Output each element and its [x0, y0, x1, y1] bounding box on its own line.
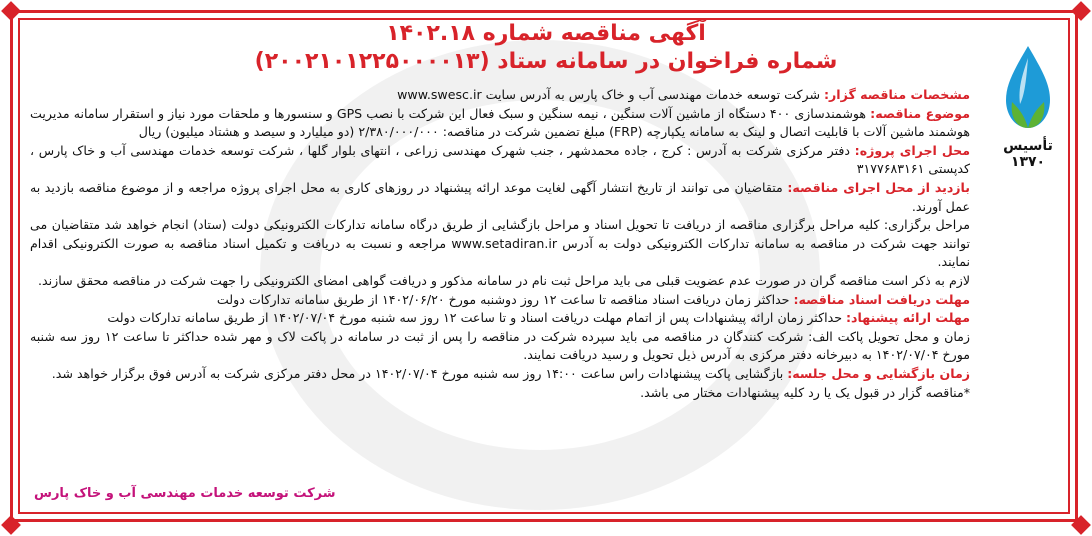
note-paragraph: لازم به ذکر است مناقصه گران در صورت عدم عضویت قبلی می باید مراحل ثبت نام در سامانه مذکور و دریافت گواهی امضای الکترونیکی را جهت شرکت در مناقصه محقق سازند. [38, 272, 970, 288]
delivery-paragraph: زمان و محل تحویل پاکت الف: شرکت کنندگان در مناقصه می باید سپرده شرکت در مناقصه را پس از ثبت در سامانه در پاکت لاک و مهر شده حداکثر تا ساعت ۱۲ روز سه شنبه مورخ ۱۴۰۲/۰۷/۰۴ به دبیرخانه دفتر مرکزی به آدرس ذیل تحویل و رسید دریافت نمایند. [30, 328, 970, 363]
location-paragraph [30, 142, 970, 179]
disclaimer-paragraph: *مناقصه گزار در قبول یک یا رد کلیه پیشنهادات مختار می باشد. [640, 384, 970, 400]
announcement-header [0, 20, 1092, 76]
page-title: آگهی مناقصه شماره ۱۴۰۲.۱۸ [386, 21, 706, 46]
visit-text: متقاضیان می توانند از تاریخ انتشار آگهی لغایت موعد ارائه پیشنهاد در روزهای کاری به محل اجرای پروژه مراجعه و از موضوع مناقصه بازدید به عمل آورند. [30, 179, 970, 214]
announcement-body [30, 86, 970, 402]
page-subtitle: شماره فراخوان در سامانه ستاد (۲۰۰۲۱۰۱۲۲۵۰۰۰۰۱۳) [254, 49, 838, 74]
deadline-offers-label: مهلت ارائه پیشنهاد: [846, 310, 970, 326]
deadline-docs-text: حداکثر زمان دریافت اسناد مناقصه تا ساعت ۱۲ روز دوشنبه مورخ ۱۴۰۲/۰۶/۲۰ از طریق سامانه تدارکات دولت [216, 291, 790, 307]
opening-text: بازگشایی پاکت پیشنهادات راس ساعت ۱۴:۰۰ روز سه شنبه مورخ ۱۴۰۲/۰۷/۰۴ در محل دفتر مرکزی شرکت به آدرس فوق برگزار خواهد شد. [51, 365, 784, 381]
visit-label: بازدید از محل اجرای مناقصه: [787, 179, 970, 195]
deadline-offers-paragraph [30, 309, 970, 328]
company-logo [996, 44, 1060, 170]
buyer-paragraph [30, 86, 970, 105]
water-drop-leaf-logo-icon [1000, 44, 1056, 130]
subject-paragraph [30, 105, 970, 142]
visit-paragraph [30, 179, 970, 216]
buyer-label: مشخصات مناقصه گزار: [824, 87, 970, 102]
footer-company-name: شرکت توسعه خدمات مهندسی آب و خاک پارس [34, 486, 336, 501]
opening-label: زمان بازگشایی و محل جلسه: [787, 365, 970, 381]
subject-text: هوشمندسازی ۴۰۰ دستگاه از ماشین آلات سنگین ، نیمه سنگین و سبک فعال این شرکت با نصب GPS و سنسورها و ملحقات مورد نیاز و استقرار سامانه مدیریت هوشمند ماشین آلات با قابلیت اتصال و لینک به سامانه یکپارچه (FRP) مبلغ تضمین شرکت در مناقصه: ۲/۳۸۰/۰۰۰/۰۰۰ (دو میلیارد و سیصد و هشتاد میلیون) ریال [30, 105, 970, 140]
buyer-text: شرکت توسعه خدمات مهندسی آب و خاک پارس به آدرس سایت www.swesc.ir [397, 87, 820, 102]
location-text: دفتر مرکزی شرکت به آدرس : کرج ، جاده محمدشهر ، جنب شهرک مهندسی زراعی ، انتهای بلوار گلها ، شرکت توسعه خدمات مهندسی آب و خاک پارس ، کدپستی ۳۱۷۷۶۸۳۱۶۱ [30, 142, 970, 177]
subject-label: موضوع مناقصه: [870, 105, 970, 121]
deadline-docs-label: مهلت دریافت اسناد مناقصه: [793, 291, 970, 307]
logo-caption: تأسیس ۱۳۷۰ [1003, 138, 1053, 170]
opening-paragraph [30, 365, 970, 384]
deadline-offers-text: حداکثر زمان ارائه پیشنهادات پس از اتمام مهلت دریافت اسناد و تا ساعت ۱۲ روز سه شنبه مورخ ۱۴۰۲/۰۷/۰۴ از طریق سامانه تدارکات دولت [107, 310, 842, 326]
stages-paragraph: مراحل برگزاری: کلیه مراحل برگزاری مناقصه از دریافت تا تحویل اسناد و مراحل بازگشایی از طریق درگاه سامانه تدارکات الکترونیکی دولت (ستاد) انجام خواهد شد متقاضیان می توانند جهت شرکت در مناقصه به سامانه تدارکات الکترونیکی دولت به آدرس www.setadiran.ir مراجعه و نسبت به دریافت و تکمیل اسناد مناقصه به صورت الکترونیکی اقدام نمایند. [30, 217, 970, 270]
location-label: محل اجرای پروژه: [854, 142, 970, 158]
deadline-docs-paragraph [30, 291, 970, 310]
